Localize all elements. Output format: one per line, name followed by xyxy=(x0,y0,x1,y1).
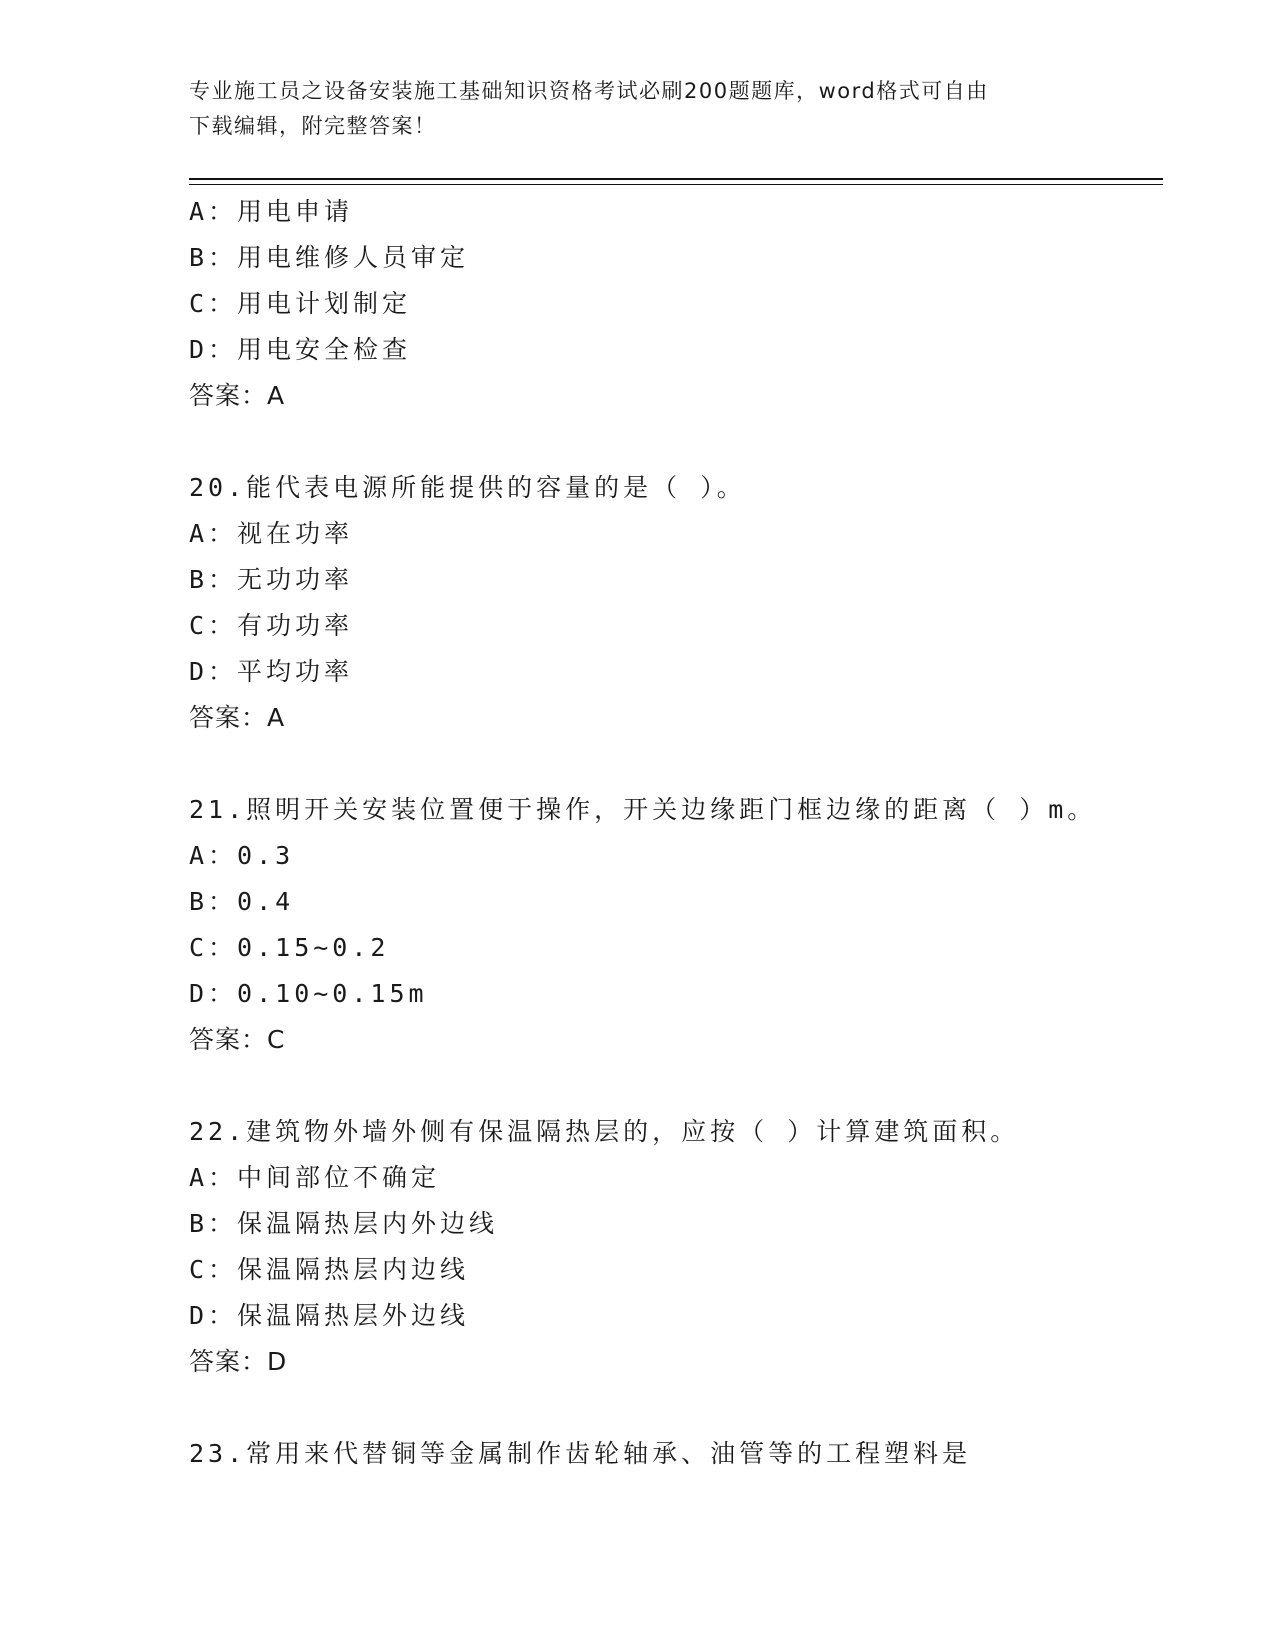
option-c: C：有功功率 xyxy=(189,611,354,640)
question-stem: 23.常用来代替铜等金属制作齿轮轴承、油管等的工程塑料是 xyxy=(189,1439,972,1468)
option-b: B：保温隔热层内外边线 xyxy=(189,1209,499,1238)
option-c: C：用电计划制定 xyxy=(189,289,412,318)
question-stem: 22.建筑物外墙外侧有保温隔热层的，应按（ ）计算建筑面积。 xyxy=(189,1117,1020,1146)
header-line-1: 专业施工员之设备安装施工基础知识资格考试必刷200题题库，word格式可自由 xyxy=(189,79,989,103)
spacer xyxy=(189,1385,1169,1431)
question-22 xyxy=(189,1109,1169,1385)
answer: 答案：A xyxy=(189,381,286,410)
option-c: C：0.15~0.2 xyxy=(189,933,390,962)
option-a: A：中间部位不确定 xyxy=(189,1163,441,1192)
option-d: D：用电安全检查 xyxy=(189,335,412,364)
question-23 xyxy=(189,1431,1169,1477)
option-a: A：用电申请 xyxy=(189,197,354,226)
spacer xyxy=(189,419,1169,465)
header-divider-thick xyxy=(189,178,1163,180)
question-stem: 20.能代表电源所能提供的容量的是（ ）。 xyxy=(189,473,746,502)
spacer xyxy=(189,1063,1169,1109)
option-d: D：0.10~0.15m xyxy=(189,979,428,1008)
spacer xyxy=(189,741,1169,787)
option-a: A：0.3 xyxy=(189,841,295,870)
option-a: A：视在功率 xyxy=(189,519,354,548)
answer: 答案：C xyxy=(189,1025,286,1054)
option-c: C：保温隔热层内边线 xyxy=(189,1255,470,1284)
option-d: D：保温隔热层外边线 xyxy=(189,1301,470,1330)
option-b: B：0.4 xyxy=(189,887,295,916)
header-divider-thin xyxy=(189,184,1163,185)
answer: 答案：A xyxy=(189,703,286,732)
header-line-2: 下载编辑，附完整答案！ xyxy=(189,114,437,138)
option-b: B：无功功率 xyxy=(189,565,354,594)
document-header xyxy=(189,74,1089,144)
option-b: B：用电维修人员审定 xyxy=(189,243,470,272)
question-20 xyxy=(189,465,1169,741)
question-stem: 21.照明开关安装位置便于操作，开关边缘距门框边缘的距离（ ）m。 xyxy=(189,795,1097,824)
question-19 xyxy=(189,189,1169,419)
question-21 xyxy=(189,787,1169,1063)
option-d: D：平均功率 xyxy=(189,657,354,686)
answer: 答案：D xyxy=(189,1347,288,1376)
question-content xyxy=(189,189,1169,1477)
